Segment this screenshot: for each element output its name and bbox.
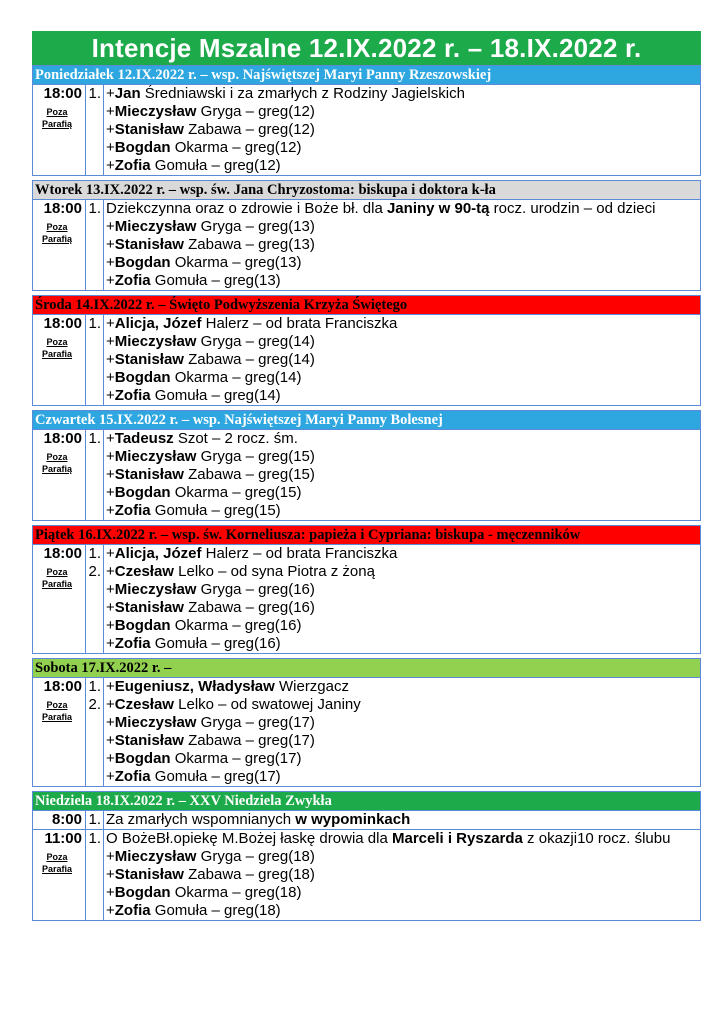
day-body bbox=[32, 84, 701, 176]
intention-number bbox=[86, 617, 103, 635]
intention-cell bbox=[104, 811, 700, 829]
place-word: Parafią bbox=[41, 464, 73, 474]
day-header: Piątek 16.IX.2022 r. – wsp. św. Korneliusza: papieża i Cypriana: biskupa - męczenników bbox=[32, 525, 701, 544]
day-body bbox=[32, 199, 701, 291]
time-cell bbox=[33, 545, 86, 653]
intention-text: Wierzgacz bbox=[274, 678, 349, 695]
intention-text: Gomuła – greg(13) bbox=[150, 272, 281, 289]
day-header: Czwartek 15.IX.2022 r. – wsp. Najświętszej Maryi Panny Bolesnej bbox=[32, 410, 701, 429]
number-cell bbox=[86, 545, 104, 653]
intention-line bbox=[106, 732, 700, 750]
intention-name: Eugeniusz, Władysław bbox=[114, 678, 275, 695]
intention-text: Halerz – od brata Franciszka bbox=[201, 315, 398, 332]
place-word: Poza bbox=[46, 852, 68, 862]
intention-number bbox=[86, 848, 103, 866]
intention-text: Gomuła – greg(16) bbox=[150, 635, 281, 652]
intention-number bbox=[86, 714, 103, 732]
intention-text: + bbox=[106, 448, 115, 465]
intention-text: + bbox=[106, 236, 115, 253]
intention-cell bbox=[104, 85, 700, 175]
intention-text: Zabawa – greg(14) bbox=[183, 351, 315, 368]
intention-text: Zabawa – greg(15) bbox=[183, 466, 315, 483]
intention-text: + bbox=[106, 714, 115, 731]
intention-text: + bbox=[106, 902, 115, 919]
intention-name: Stanisław bbox=[114, 236, 184, 253]
intention-text: Lelko – od syna Piotra z żoną bbox=[173, 563, 375, 580]
intention-text: + bbox=[106, 272, 115, 289]
time-cell bbox=[33, 85, 86, 175]
intention-cell bbox=[104, 545, 700, 653]
intention-name: Stanisław bbox=[114, 866, 184, 883]
place-word: Parafią bbox=[41, 234, 73, 244]
intention-text: + bbox=[106, 678, 115, 695]
day-header: Środa 14.IX.2022 r. – Święto Podwyższenia Krzyża Świętego bbox=[32, 295, 701, 314]
intention-text: + bbox=[106, 387, 115, 404]
number-cell bbox=[86, 315, 104, 405]
intention-number: 1. bbox=[88, 85, 101, 102]
intention-number bbox=[86, 448, 103, 466]
intention-text: + bbox=[106, 351, 115, 368]
intention-name: Bogdan bbox=[114, 369, 171, 386]
intention-text: + bbox=[106, 599, 115, 616]
intention-text: + bbox=[106, 157, 115, 174]
day-header: Niedziela 18.IX.2022 r. – XXV Niedziela Zwykła bbox=[32, 791, 701, 810]
intention-line bbox=[106, 811, 700, 829]
intention-name: Zofia bbox=[114, 635, 151, 652]
number-cell bbox=[86, 200, 104, 290]
place-label bbox=[33, 566, 81, 590]
intention-name: Mieczysław bbox=[114, 581, 197, 598]
intention-text: Okarma – greg(16) bbox=[170, 617, 302, 634]
place-label bbox=[33, 336, 81, 360]
time-cell bbox=[33, 678, 86, 786]
intention-text: + bbox=[106, 484, 115, 501]
mass-time: 18:00 bbox=[43, 545, 82, 562]
place-label bbox=[33, 221, 81, 245]
mass-time: 8:00 bbox=[51, 811, 82, 828]
time-cell bbox=[33, 811, 86, 829]
intention-line bbox=[106, 157, 700, 175]
intention-name: Jan bbox=[114, 85, 141, 102]
intention-text: + bbox=[106, 502, 115, 519]
place-word: Poza bbox=[46, 222, 68, 232]
intention-number: 1. bbox=[88, 830, 101, 847]
intention-number bbox=[86, 121, 103, 139]
number-cell bbox=[86, 678, 104, 786]
intention-text: Zabawa – greg(18) bbox=[183, 866, 315, 883]
intention-name: Alicja, Józef bbox=[114, 545, 202, 562]
intention-name: Mieczysław bbox=[114, 103, 197, 120]
intention-text: + bbox=[106, 884, 115, 901]
mass-time: 18:00 bbox=[43, 430, 82, 447]
intention-text: O BożeBł.opiekę M.Bożej łaskę drowia dla bbox=[106, 830, 392, 847]
intention-line bbox=[106, 617, 700, 635]
mass-slots bbox=[33, 85, 700, 175]
intention-line bbox=[106, 866, 700, 884]
intention-line bbox=[106, 121, 700, 139]
intention-number: 2. bbox=[88, 563, 101, 580]
intention-line bbox=[106, 696, 700, 714]
number-cell bbox=[86, 829, 104, 920]
intention-line bbox=[106, 750, 700, 768]
intention-name: Bogdan bbox=[114, 254, 171, 271]
intention-line bbox=[106, 369, 700, 387]
intention-text: + bbox=[106, 848, 115, 865]
intention-name: Zofia bbox=[114, 502, 151, 519]
intention-number bbox=[86, 581, 103, 599]
days-list bbox=[32, 65, 701, 921]
mass-time: 18:00 bbox=[43, 315, 82, 332]
time-cell bbox=[33, 200, 86, 290]
intention-number bbox=[86, 502, 103, 520]
place-word: Poza bbox=[46, 107, 68, 117]
intention-text: Okarma – greg(13) bbox=[170, 254, 302, 271]
mass-slots bbox=[33, 315, 700, 405]
intention-number: 1. bbox=[88, 811, 101, 828]
intention-text: + bbox=[106, 315, 115, 332]
day-body bbox=[32, 314, 701, 406]
intention-line bbox=[106, 502, 700, 520]
intention-text: Gomuła – greg(15) bbox=[150, 502, 281, 519]
intention-number bbox=[86, 103, 103, 121]
intention-name: Mieczysław bbox=[114, 448, 197, 465]
intention-number bbox=[86, 884, 103, 902]
intention-line bbox=[106, 200, 700, 218]
mass-time: 18:00 bbox=[43, 85, 82, 102]
intention-text: rocz. urodzin – od dzieci bbox=[489, 200, 656, 217]
place-word: Poza bbox=[46, 567, 68, 577]
intention-name: Bogdan bbox=[114, 884, 171, 901]
intention-line bbox=[106, 272, 700, 290]
intention-cell bbox=[104, 678, 700, 786]
intention-number bbox=[86, 750, 103, 768]
intention-name: Zofia bbox=[114, 157, 151, 174]
intention-number bbox=[86, 635, 103, 653]
intention-text: + bbox=[106, 254, 115, 271]
mass-time: 18:00 bbox=[43, 678, 82, 695]
intention-text: Okarma – greg(18) bbox=[170, 884, 302, 901]
intention-text: + bbox=[106, 139, 115, 156]
intention-line bbox=[106, 448, 700, 466]
intention-number: 1. bbox=[88, 315, 101, 332]
intention-text: + bbox=[106, 635, 115, 652]
day-header: Poniedziałek 12.IX.2022 r. – wsp. Najświętszej Maryi Panny Rzeszowskiej bbox=[32, 65, 701, 84]
intention-name: Zofia bbox=[114, 768, 151, 785]
intention-number bbox=[86, 333, 103, 351]
intention-name: Stanisław bbox=[114, 599, 184, 616]
intention-number bbox=[86, 254, 103, 272]
mass-slot bbox=[33, 430, 700, 520]
intention-name: Mieczysław bbox=[114, 714, 197, 731]
intention-name: w wypominkach bbox=[295, 811, 411, 828]
mass-slots bbox=[33, 545, 700, 653]
place-label bbox=[33, 106, 81, 130]
intention-line bbox=[106, 430, 700, 448]
intention-text: Gomuła – greg(17) bbox=[150, 768, 281, 785]
intention-name: Bogdan bbox=[114, 617, 171, 634]
intention-text: Okarma – greg(12) bbox=[170, 139, 302, 156]
intention-text: Lelko – od swatowej Janiny bbox=[173, 696, 361, 713]
place-word: Parafią bbox=[41, 119, 73, 129]
mass-time: 18:00 bbox=[43, 200, 82, 217]
intention-name: Bogdan bbox=[114, 750, 171, 767]
intention-number bbox=[86, 272, 103, 290]
intention-line bbox=[106, 563, 700, 581]
intention-line bbox=[106, 848, 700, 866]
intention-name: Bogdan bbox=[114, 484, 171, 501]
intention-text: Dziekczynna oraz o zdrowie i Boże bł. dla bbox=[106, 200, 387, 217]
intention-name: Mieczysław bbox=[114, 848, 197, 865]
intention-text: + bbox=[106, 732, 115, 749]
day-body bbox=[32, 544, 701, 654]
intention-line bbox=[106, 315, 700, 333]
intention-text: + bbox=[106, 121, 115, 138]
intention-name: Stanisław bbox=[114, 732, 184, 749]
intention-name: Czesław bbox=[114, 563, 174, 580]
intention-line bbox=[106, 351, 700, 369]
intention-name: Alicja, Józef bbox=[114, 315, 202, 332]
intention-text: + bbox=[106, 545, 115, 562]
intention-number: 1. bbox=[88, 430, 101, 447]
place-word: Parafia bbox=[41, 864, 73, 874]
intention-text: Gryga – greg(16) bbox=[196, 581, 315, 598]
intention-text: + bbox=[106, 218, 115, 235]
intention-name: Zofia bbox=[114, 902, 151, 919]
intention-line bbox=[106, 85, 700, 103]
intention-number bbox=[86, 866, 103, 884]
intention-number bbox=[86, 484, 103, 502]
intention-name: Tadeusz bbox=[114, 430, 174, 447]
intention-line bbox=[106, 599, 700, 617]
intention-text: + bbox=[106, 103, 115, 120]
intention-number bbox=[86, 236, 103, 254]
intention-line bbox=[106, 466, 700, 484]
intention-line bbox=[106, 103, 700, 121]
intention-cell bbox=[104, 829, 700, 920]
number-cell bbox=[86, 811, 104, 829]
intention-text: + bbox=[106, 466, 115, 483]
intention-text: Średniawski i za zmarłych z Rodziny Jagielskich bbox=[140, 85, 465, 102]
page-title: Intencje Mszalne 12.IX.2022 r. – 18.IX.2022 r. bbox=[32, 31, 701, 65]
intention-cell bbox=[104, 430, 700, 520]
intention-number bbox=[86, 768, 103, 786]
intention-number bbox=[86, 599, 103, 617]
intention-text: Szot – 2 rocz. śm. bbox=[173, 430, 298, 447]
intention-number: 1. bbox=[88, 200, 101, 217]
intention-text: Gomuła – greg(12) bbox=[150, 157, 281, 174]
intention-name: Janiny w 90-tą bbox=[386, 200, 490, 217]
intention-text: Gomuła – greg(18) bbox=[150, 902, 281, 919]
intention-line bbox=[106, 714, 700, 732]
intention-text: Okarma – greg(14) bbox=[170, 369, 302, 386]
intention-text: Zabawa – greg(16) bbox=[183, 599, 315, 616]
intention-text: + bbox=[106, 369, 115, 386]
intention-name: Zofia bbox=[114, 387, 151, 404]
intention-text: + bbox=[106, 696, 115, 713]
intention-number bbox=[86, 139, 103, 157]
time-cell bbox=[33, 829, 86, 920]
intention-name: Czesław bbox=[114, 696, 174, 713]
intention-number: 1. bbox=[88, 678, 101, 695]
intention-number bbox=[86, 466, 103, 484]
place-word: Parafia bbox=[41, 579, 73, 589]
intention-text: Gryga – greg(15) bbox=[196, 448, 315, 465]
intention-line bbox=[106, 678, 700, 696]
intention-text: + bbox=[106, 581, 115, 598]
day-header: Sobota 17.IX.2022 r. – bbox=[32, 658, 701, 677]
intention-number: 1. bbox=[88, 545, 101, 562]
intention-line bbox=[106, 902, 700, 920]
intention-text: Gomuła – greg(14) bbox=[150, 387, 281, 404]
intention-name: Mieczysław bbox=[114, 333, 197, 350]
intention-line bbox=[106, 484, 700, 502]
mass-slot bbox=[33, 811, 700, 829]
intention-line bbox=[106, 830, 700, 848]
intention-text: Okarma – greg(17) bbox=[170, 750, 302, 767]
place-word: Parafia bbox=[41, 712, 73, 722]
intention-number bbox=[86, 218, 103, 236]
intention-number bbox=[86, 157, 103, 175]
intention-text: + bbox=[106, 768, 115, 785]
place-word: Poza bbox=[46, 700, 68, 710]
intention-text: + bbox=[106, 750, 115, 767]
mass-slots bbox=[33, 200, 700, 290]
intention-line bbox=[106, 635, 700, 653]
intention-number bbox=[86, 387, 103, 405]
place-label bbox=[33, 699, 81, 723]
intention-text: z okazji10 rocz. ślubu bbox=[522, 830, 671, 847]
mass-slots bbox=[33, 430, 700, 520]
mass-slot bbox=[33, 678, 700, 786]
mass-time: 11:00 bbox=[44, 830, 82, 847]
intention-text: Zabawa – greg(13) bbox=[183, 236, 315, 253]
intention-line bbox=[106, 545, 700, 563]
intention-text: Okarma – greg(15) bbox=[170, 484, 302, 501]
intention-line bbox=[106, 387, 700, 405]
intention-number bbox=[86, 369, 103, 387]
intention-text: + bbox=[106, 617, 115, 634]
intention-name: Bogdan bbox=[114, 139, 171, 156]
intention-text: + bbox=[106, 563, 115, 580]
day-body bbox=[32, 429, 701, 521]
intention-name: Zofia bbox=[114, 272, 151, 289]
intention-text: + bbox=[106, 333, 115, 350]
intention-name: Mieczysław bbox=[114, 218, 197, 235]
day-body bbox=[32, 810, 701, 921]
intention-number: 2. bbox=[88, 696, 101, 713]
place-word: Poza bbox=[46, 452, 68, 462]
intention-line bbox=[106, 254, 700, 272]
intention-text: Zabawa – greg(17) bbox=[183, 732, 315, 749]
intention-line bbox=[106, 884, 700, 902]
intention-name: Stanisław bbox=[114, 466, 184, 483]
intention-line bbox=[106, 333, 700, 351]
number-cell bbox=[86, 430, 104, 520]
intention-name: Stanisław bbox=[114, 121, 184, 138]
intention-line bbox=[106, 218, 700, 236]
day-header: Wtorek 13.IX.2022 r. – wsp. św. Jana Chryzostoma: biskupa i doktora k-ła bbox=[32, 180, 701, 199]
mass-slots bbox=[33, 678, 700, 786]
time-cell bbox=[33, 430, 86, 520]
time-cell bbox=[33, 315, 86, 405]
intention-number bbox=[86, 351, 103, 369]
mass-slot bbox=[33, 545, 700, 653]
mass-slots bbox=[33, 811, 700, 920]
intention-number bbox=[86, 732, 103, 750]
intention-cell bbox=[104, 200, 700, 290]
place-word: Parafia bbox=[41, 349, 73, 359]
intention-text: Gryga – greg(14) bbox=[196, 333, 315, 350]
intention-name: Marceli i Ryszarda bbox=[391, 830, 523, 847]
mass-slot bbox=[33, 85, 700, 175]
mass-slot bbox=[33, 200, 700, 290]
intention-text: Za zmarłych wspomnianych bbox=[106, 811, 296, 828]
intention-text: Halerz – od brata Franciszka bbox=[201, 545, 398, 562]
intention-text: Gryga – greg(12) bbox=[196, 103, 315, 120]
place-label bbox=[33, 451, 81, 475]
intention-text: Gryga – greg(18) bbox=[196, 848, 315, 865]
intention-text: + bbox=[106, 430, 115, 447]
place-label bbox=[33, 851, 81, 875]
intention-line bbox=[106, 139, 700, 157]
intention-line bbox=[106, 236, 700, 254]
intention-cell bbox=[104, 315, 700, 405]
intention-line bbox=[106, 768, 700, 786]
day-body bbox=[32, 677, 701, 787]
mass-slot bbox=[33, 315, 700, 405]
place-word: Poza bbox=[46, 337, 68, 347]
intention-text: Zabawa – greg(12) bbox=[183, 121, 315, 138]
intention-text: Gryga – greg(13) bbox=[196, 218, 315, 235]
mass-slot bbox=[33, 829, 700, 920]
intention-text: + bbox=[106, 85, 115, 102]
intention-line bbox=[106, 581, 700, 599]
intention-text: Gryga – greg(17) bbox=[196, 714, 315, 731]
intention-name: Stanisław bbox=[114, 351, 184, 368]
intentions-sheet bbox=[32, 31, 701, 921]
intention-number bbox=[86, 902, 103, 920]
intention-text: + bbox=[106, 866, 115, 883]
number-cell bbox=[86, 85, 104, 175]
